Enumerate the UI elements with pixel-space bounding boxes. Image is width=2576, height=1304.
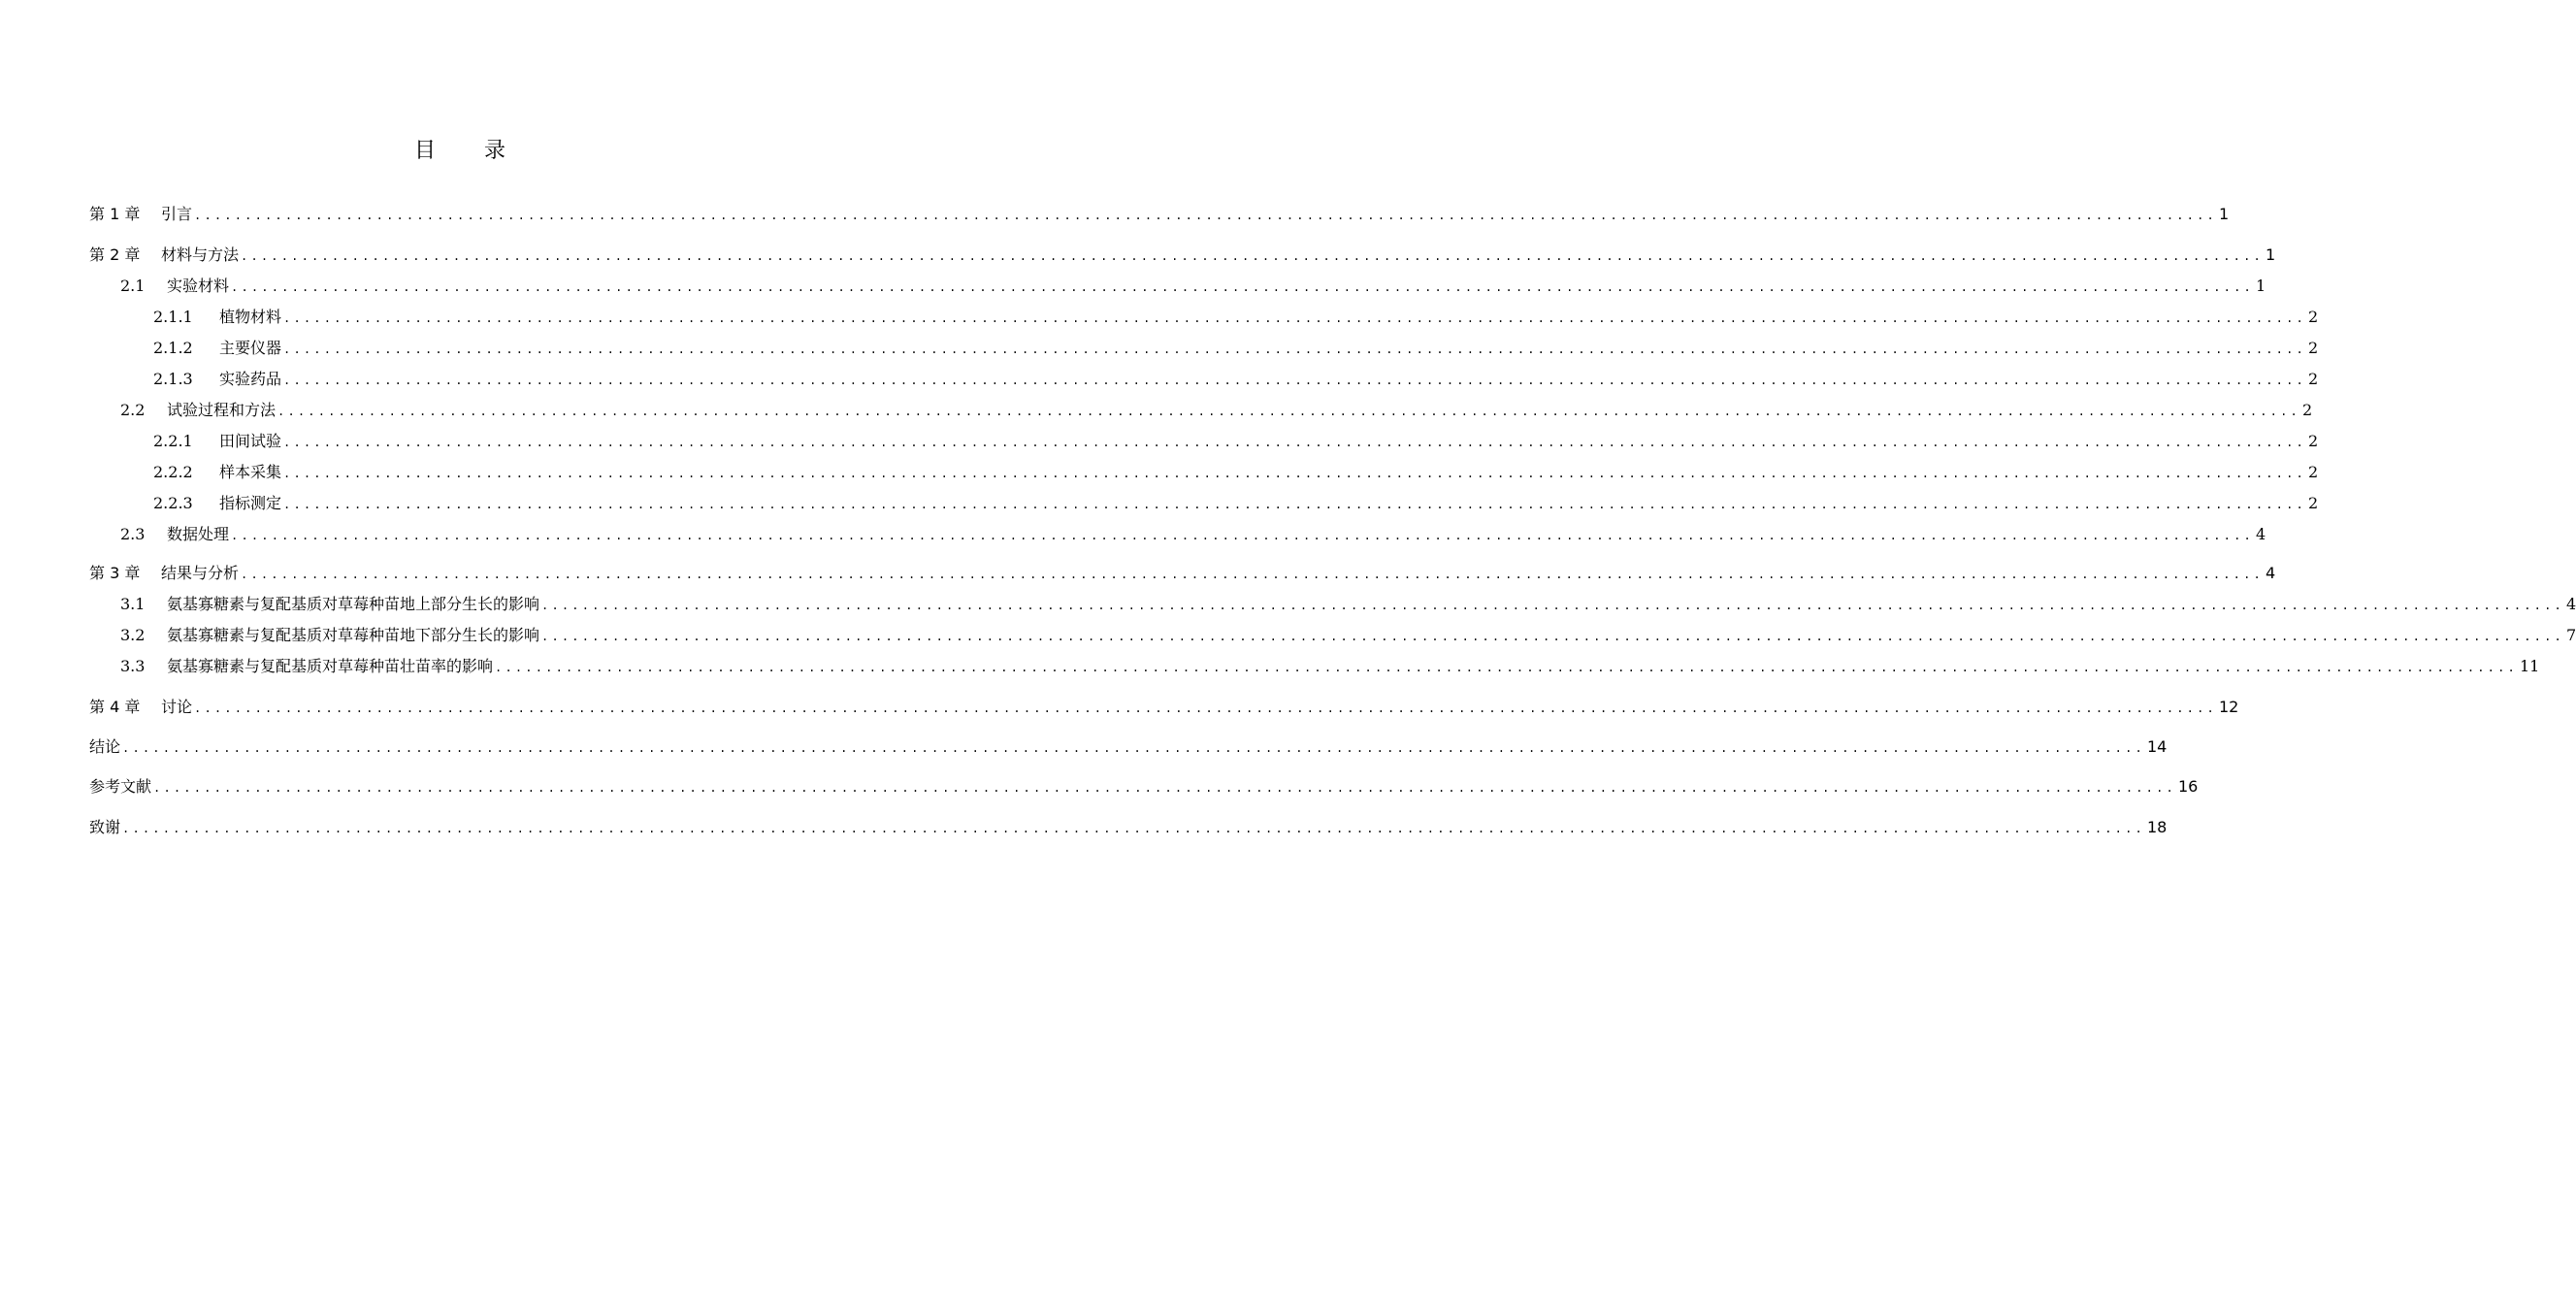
dot-leader: ........................................................................................................................................................................................................	[283, 436, 2306, 449]
toc-entry-number: 2.2.3	[153, 494, 193, 512]
toc-entry[interactable]	[89, 622, 2576, 645]
toc-entry-number: 2.1.2	[153, 339, 193, 357]
dot-leader: ........................................................................................................................................................................................................	[241, 568, 2264, 581]
dot-leader: ........................................................................................................................................................................................................	[283, 498, 2306, 511]
dot-leader: ........................................................................................................................................................................................................	[122, 741, 2145, 755]
toc-entry[interactable]	[89, 335, 2319, 358]
toc-entry[interactable]	[89, 591, 2576, 614]
toc-entry-label: 氨基寡糖素与复配基质对草莓种苗地下部分生长的影响	[167, 626, 540, 644]
toc-entry-page-number: 4	[2565, 595, 2576, 613]
dot-leader: ........................................................................................................................................................................................................	[541, 599, 2564, 612]
toc-entry-page-number: 2	[2307, 463, 2319, 481]
dot-leader: ........................................................................................................................................................................................................	[283, 342, 2306, 356]
toc-entry-label: 数据处理	[167, 525, 230, 543]
toc-entry-page-number: 16	[2177, 777, 2199, 796]
dot-leader: ........................................................................................................................................................................................................	[283, 374, 2306, 387]
toc-title-char-1: 目	[413, 139, 438, 163]
toc-entry-page-number: 2	[2307, 339, 2319, 357]
toc-entry-page-number: 1	[2218, 205, 2230, 223]
toc-title	[0, 134, 922, 164]
dot-leader: ........................................................................................................................................................................................................	[153, 781, 2176, 795]
toc-entry[interactable]	[89, 521, 2266, 544]
toc-entry-number: 2.1	[120, 277, 146, 295]
toc-entry-page-number: 2	[2307, 432, 2319, 450]
toc-entry-page-number: 2	[2307, 370, 2319, 388]
toc-entry[interactable]	[89, 459, 2319, 482]
toc-entry[interactable]	[89, 560, 2276, 583]
toc-entry-page-number: 2	[2307, 308, 2319, 326]
dot-leader: ........................................................................................................................................................................................................	[231, 529, 2254, 542]
toc-entry-label: 实验材料	[167, 277, 230, 295]
toc-entry-label: 植物材料	[219, 308, 282, 326]
toc-entry-number: 2.1.1	[153, 308, 193, 326]
toc-entry-label: 主要仪器	[219, 339, 282, 357]
toc-entry[interactable]	[89, 304, 2319, 327]
toc-entry[interactable]	[89, 366, 2319, 389]
toc-entry-label: 氨基寡糖素与复配基质对草莓种苗地上部分生长的影响	[167, 595, 540, 613]
toc-entry-label: 结论	[89, 737, 121, 756]
toc-entry-page-number: 4	[2255, 525, 2266, 543]
dot-leader: ........................................................................................................................................................................................................	[495, 661, 2518, 674]
toc-entry[interactable]	[89, 490, 2319, 513]
toc-entry-page-number: 18	[2146, 818, 2168, 836]
toc-entry-number: 2.2.2	[153, 463, 193, 481]
toc-entry-page-number: 2	[2307, 494, 2319, 512]
toc-entry-number: 3.2	[120, 626, 146, 644]
toc-entry-label: 参考文献	[89, 777, 152, 796]
toc-entry-label: 引言	[161, 205, 193, 223]
toc-title-char-2: 录	[484, 139, 508, 163]
dot-leader: ........................................................................................................................................................................................................	[283, 311, 2306, 325]
dot-leader: ........................................................................................................................................................................................................	[194, 701, 2217, 715]
toc-entry-page-number: 12	[2218, 698, 2239, 716]
toc-entry-page-number: 1	[2265, 245, 2276, 264]
toc-entry-label: 氨基寡糖素与复配基质对草莓种苗壮苗率的影响	[167, 657, 494, 675]
toc-entry-number: 3.1	[120, 595, 146, 613]
dot-leader: ........................................................................................................................................................................................................	[277, 405, 2300, 418]
toc-entry[interactable]	[89, 734, 2168, 757]
toc-entry-label: 试验过程和方法	[167, 401, 277, 419]
toc-entry-number: 2.3	[120, 525, 146, 543]
toc-entry-page-number: 4	[2265, 564, 2276, 582]
toc-entry-number: 第 2 章	[89, 245, 141, 264]
toc-entry[interactable]	[89, 653, 2540, 676]
toc-entry-label: 指标测定	[219, 494, 282, 512]
dot-leader: ........................................................................................................................................................................................................	[241, 249, 2264, 263]
toc-entry-label: 实验药品	[219, 370, 282, 388]
dot-leader: ........................................................................................................................................................................................................	[194, 209, 2217, 222]
toc-entry[interactable]	[89, 814, 2168, 837]
toc-entry[interactable]	[89, 201, 2230, 224]
toc-entry-page-number: 11	[2519, 657, 2540, 675]
toc-entry-number: 2.2.1	[153, 432, 193, 450]
dot-leader: ........................................................................................................................................................................................................	[122, 822, 2145, 835]
dot-leader: ........................................................................................................................................................................................................	[231, 280, 2254, 294]
toc-entry-number: 第 1 章	[89, 205, 141, 223]
toc-entry[interactable]	[89, 397, 2313, 420]
toc-entry-label: 田间试验	[219, 432, 282, 450]
toc-entry-label: 致谢	[89, 818, 121, 836]
dot-leader: ........................................................................................................................................................................................................	[283, 467, 2306, 480]
toc-entry[interactable]	[89, 773, 2199, 797]
toc-entry-label: 材料与方法	[161, 245, 240, 264]
toc-entry[interactable]	[89, 242, 2276, 265]
toc-entry[interactable]	[89, 694, 2239, 717]
toc-entry[interactable]	[89, 428, 2319, 451]
dot-leader: ........................................................................................................................................................................................................	[541, 630, 2564, 643]
toc-entry-number: 2.1.3	[153, 370, 193, 388]
toc-entry-page-number: 7	[2565, 626, 2576, 644]
toc-entry-number: 第 4 章	[89, 698, 141, 716]
toc-entry-number: 第 3 章	[89, 564, 141, 582]
toc-entry-page-number: 1	[2255, 277, 2266, 295]
toc-entry-label: 结果与分析	[161, 564, 240, 582]
toc-entry-number: 3.3	[120, 657, 146, 675]
toc-entry[interactable]	[89, 273, 2266, 296]
toc-entry-label: 样本采集	[219, 463, 282, 481]
toc-entry-number: 2.2	[120, 401, 146, 419]
toc-entry-label: 讨论	[161, 698, 193, 716]
toc-entry-page-number: 14	[2146, 737, 2168, 756]
toc-entry-page-number: 2	[2301, 401, 2313, 419]
